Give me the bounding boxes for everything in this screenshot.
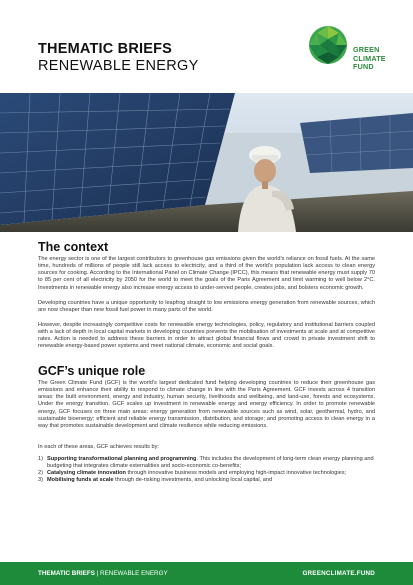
- solar-plant-illustration: [0, 93, 413, 232]
- context-heading: The context: [38, 240, 109, 254]
- gcf-globe-logo-icon: [308, 25, 348, 65]
- brief-series-title: THEMATIC BRIEFS: [38, 41, 173, 57]
- brief-topic-title: RENEWABLE ENERGY: [38, 58, 199, 74]
- footer-bar: [0, 562, 413, 585]
- list-item: 2) Catalysing climate innovation through innovative business models and employing high-impact innovative technologies;: [38, 470, 347, 477]
- list-item: 1) Supporting transformational planning and programming. This includes the development of long-term clean energy planning and budgeting that integrates climate externalities and socio-economic co-benefits;: [38, 456, 374, 470]
- solar-plant-photo: [0, 93, 413, 232]
- header: [0, 0, 413, 92]
- role-paragraph-1: The Green Climate Fund (GCF) is the world’s largest dedicated fund helping developing countries to reduce their greenhouse gas emissions and enhance their ability to respond to climate change in line with the Paris Agreement. GCF invests across 4 transition areas: the built environment, energy and industry, human security, livelihoods and wellbeing, and land-use, forests and ecosystems. Under the energy transition, GCF scales up investment in renewable energy and energy efficiency. In order to promote renewable energy, GCF focuses on three main areas: energy generation from renewable sources such as wind, solar, geothermal, hydro, and sustainable bioenergy; efficient and reliable energy transmission, distribution, and storage; and promoting access to clean energy in a way that promotes sustainable development and climate resilience while reducing emissions.: [38, 380, 375, 429]
- results-list: [38, 456, 375, 485]
- context-paragraph-3: However, despite increasingly competitive costs for renewable energy technologies, policy, regulatory and institutional barriers coupled with a lack of depth in local capital markets in developing countries prevents the mobilisation of investments at scale and at competitive rates. Action is needed to address these barriers in order to attract global financial flows and crowd in private investment shift to renewable energy-based power systems and meet national climate, economic and social goals.: [38, 322, 375, 350]
- context-paragraph-1: The energy sector is one of the largest contributors to greenhouse gas emissions given the world’s reliance on fossil fuels. At the same time, hundreds of millions of people still lack access to electricity, and a third of the world’s population lack access to clean energy sources for cooking. According to the International Panel on Climate Change (IPCC), this means that renewable energy must supply 70 to 85 per cent of all electricity by 2050 for the world to meet the goals of the Paris Agreement and limit warming to well below 2°C. Investments in renewable energy also increase energy access to under-served people, creates jobs, and bolsters economic growth.: [38, 256, 375, 291]
- gcf-logo-wordmark: GREEN CLIMATE FUND: [353, 45, 386, 72]
- footer-website-link[interactable]: GREENCLIMATE.FUND: [302, 570, 375, 577]
- footer-title: THEMATIC BRIEFS | RENEWABLE ENERGY: [38, 570, 168, 577]
- context-paragraph-2: Developing countries have a unique opportunity to leapfrog straight to low emissions energy generation from renewable sources, which are now cheaper than new fossil fuel power in many parts of the world.: [38, 300, 375, 314]
- list-item: 3) Mobilising funds at scale through de-risking investments, and unlocking local capital, and: [38, 477, 273, 484]
- role-paragraph-2: In each of these areas, GCF achieves results by:: [38, 444, 159, 450]
- role-heading: GCF’s unique role: [38, 364, 146, 378]
